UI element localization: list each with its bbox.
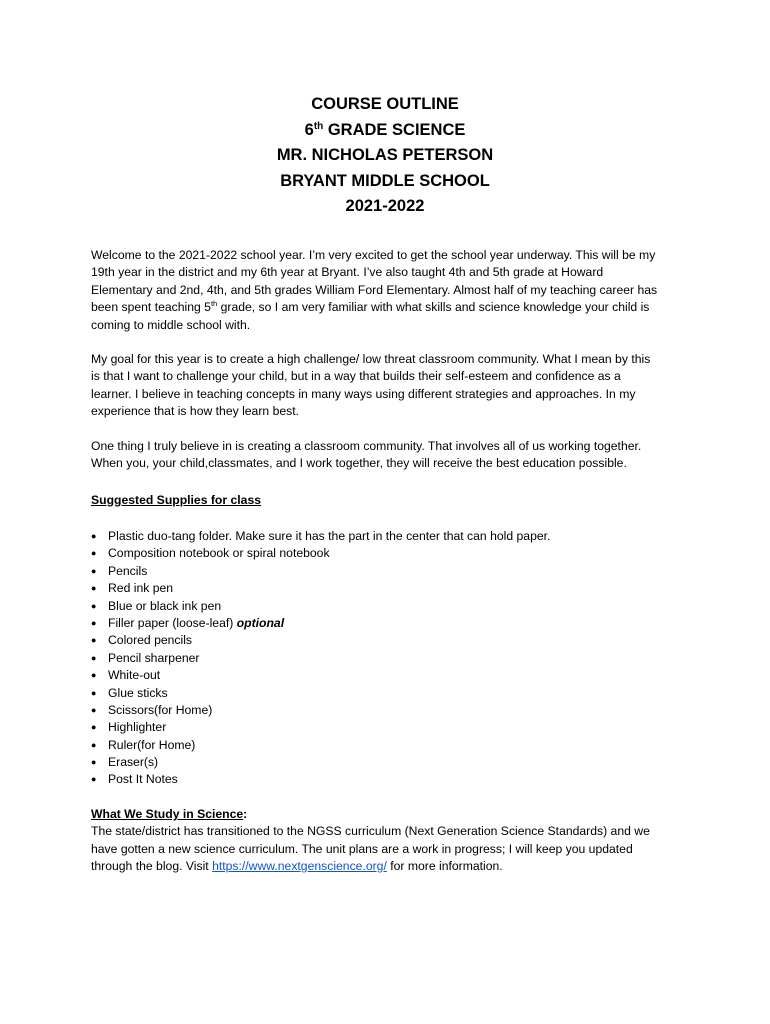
course-header xyxy=(0,92,770,220)
study-line-part: through the blog. Visit xyxy=(91,859,213,874)
study-heading xyxy=(91,806,691,823)
optional-label: optional xyxy=(236,615,285,630)
goal-line: experience that is how they learn best. xyxy=(91,404,299,419)
community-paragraph xyxy=(91,438,691,473)
goal-line: is that I want to challenge your child, but in a way that builds their self-esteem and confidence as a xyxy=(91,369,621,384)
bullet-icon: ● xyxy=(91,531,97,541)
intro-line-part: been spent teaching 5 xyxy=(91,300,211,315)
supplies-list xyxy=(91,528,550,789)
list-item xyxy=(91,528,550,545)
intro-line xyxy=(91,299,691,316)
list-item xyxy=(91,737,550,754)
bullet-icon: ● xyxy=(91,757,97,768)
supply-label: Highlighter xyxy=(108,720,167,735)
list-item xyxy=(91,702,550,719)
study-line-part: for more information. xyxy=(386,859,503,874)
intro-line: coming to middle school with. xyxy=(91,317,251,332)
supply-label: Scissors(for Home) xyxy=(108,702,213,717)
list-item xyxy=(91,545,550,562)
list-item xyxy=(91,563,550,580)
supply-label: Ruler(for Home) xyxy=(108,737,196,752)
list-item xyxy=(91,685,550,702)
study-heading-text: What We Study in Science xyxy=(91,807,244,821)
bullet-icon: ● xyxy=(91,774,97,785)
list-item xyxy=(91,719,550,736)
header-year: 2021-2022 xyxy=(345,197,425,215)
supply-label: Pencils xyxy=(108,563,148,578)
supply-label: Eraser(s) xyxy=(108,755,159,770)
grade-rest: GRADE SCIENCE xyxy=(323,120,466,139)
bullet-icon: ● xyxy=(91,704,97,715)
study-line xyxy=(91,858,691,875)
bullet-icon: ● xyxy=(91,739,97,750)
supply-label: Filler paper (loose-leaf) xyxy=(108,615,237,630)
bullet-icon: ● xyxy=(91,635,97,646)
bullet-icon: ● xyxy=(91,565,97,576)
bullet-icon: ● xyxy=(91,670,97,681)
header-school: BRYANT MIDDLE SCHOOL xyxy=(280,171,490,190)
bullet-icon: ● xyxy=(91,548,97,559)
header-course-outline: COURSE OUTLINE xyxy=(311,95,459,113)
intro-paragraph xyxy=(91,247,691,334)
community-line: When you, your child,classmates, and I work together, they will receive the best education possible. xyxy=(91,456,627,471)
intro-line: Welcome to the 2021-2022 school year. I’m very excited to get the school year underway. This will be my xyxy=(91,248,656,262)
list-item xyxy=(91,615,550,632)
community-line: One thing I truly believe in is creating a classroom community. That involves all of us working together. xyxy=(91,439,642,453)
bullet-icon: ● xyxy=(91,583,97,594)
intro-line-part: grade, so I am very familiar with what skills and science knowledge your child is xyxy=(217,300,650,315)
ngss-link[interactable]: https://www.nextgenscience.org/ xyxy=(212,859,387,874)
list-item xyxy=(91,580,550,597)
bullet-icon: ● xyxy=(91,652,97,663)
study-line: The state/district has transitioned to the NGSS curriculum (Next Generation Science Standards) and we xyxy=(91,824,650,839)
bullet-icon: ● xyxy=(91,722,97,733)
supply-label: White-out xyxy=(108,668,161,683)
intro-line: 19th year in the district and my 6th year at Bryant. I’ve also taught 4th and 5th grade at Howard xyxy=(91,265,604,280)
supplies-heading: Suggested Supplies for class xyxy=(91,493,261,507)
list-item xyxy=(91,598,550,615)
supply-label: Colored pencils xyxy=(108,633,193,648)
supply-label: Red ink pen xyxy=(108,581,174,596)
study-line: have gotten a new science curriculum. The unit plans are a work in progress; I will keep you updated xyxy=(91,841,633,856)
bullet-icon: ● xyxy=(91,687,97,698)
supply-label: Pencil sharpener xyxy=(108,650,200,665)
goal-paragraph xyxy=(91,351,691,421)
list-item xyxy=(91,632,550,649)
supply-label: Plastic duo-tang folder. Make sure it has the part in the center that can hold paper. xyxy=(108,529,551,543)
study-section xyxy=(91,806,691,876)
intro-sup: th xyxy=(210,299,218,309)
supply-label: Composition notebook or spiral notebook xyxy=(108,546,330,561)
grade-number: 6 xyxy=(304,120,314,139)
list-item xyxy=(91,754,550,771)
bullet-icon: ● xyxy=(91,600,97,611)
goal-line: learner. I believe in teaching concepts in many ways using different strategies and approaches. In my xyxy=(91,386,636,401)
study-heading-colon: : xyxy=(243,807,248,821)
header-teacher: MR. NICHOLAS PETERSON xyxy=(276,146,494,164)
bullet-icon: ● xyxy=(91,617,97,628)
header-grade xyxy=(0,118,770,144)
supply-label: Post It Notes xyxy=(108,772,178,787)
intro-line: Elementary and 2nd, 4th, and 5th grades William Ford Elementary. Almost half of my teaching career has xyxy=(91,282,658,297)
supply-label: Blue or black ink pen xyxy=(108,598,222,613)
supply-label: Glue sticks xyxy=(108,685,168,700)
list-item xyxy=(91,667,550,684)
list-item xyxy=(91,771,550,788)
grade-suffix: th xyxy=(313,121,324,132)
goal-line: My goal for this year is to create a high challenge/ low threat classroom community. What I mean by this xyxy=(91,352,651,366)
list-item xyxy=(91,650,550,667)
